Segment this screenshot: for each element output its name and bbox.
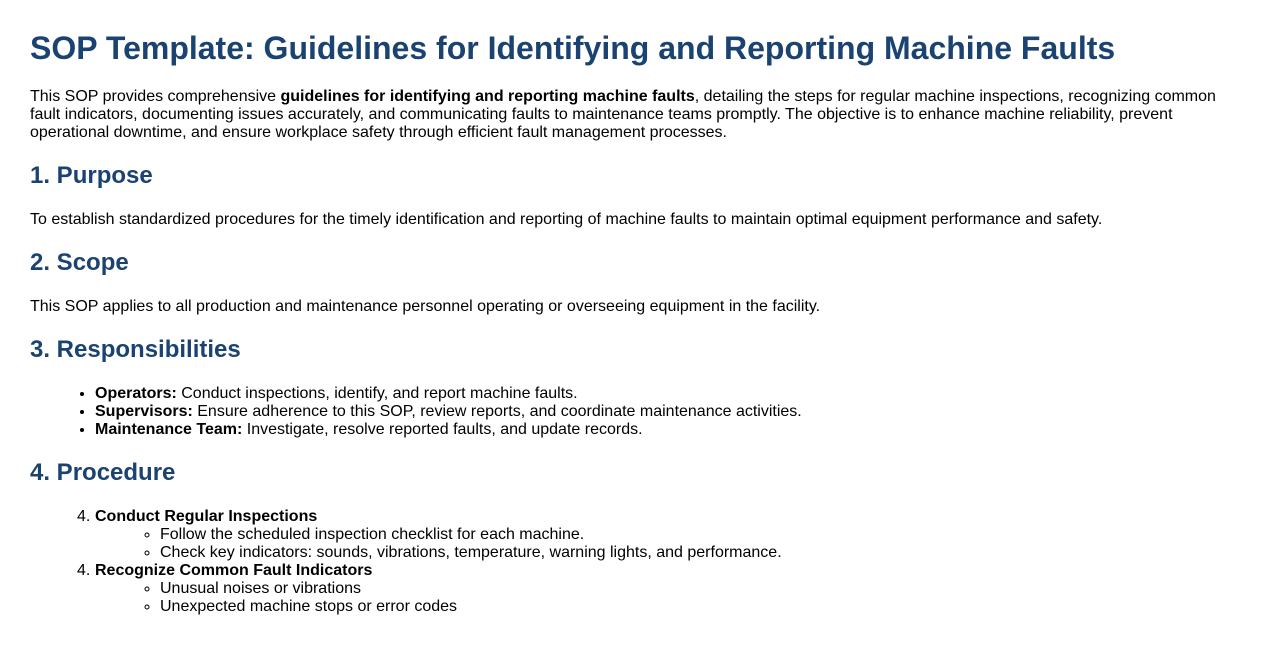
procedure-heading: 4. Procedure — [30, 459, 176, 486]
intro-paragraph — [30, 88, 1230, 142]
scope-heading: 2. Scope — [30, 249, 129, 276]
step-substeps — [95, 580, 1233, 616]
responsibilities-heading: 3. Responsibilities — [30, 336, 241, 363]
list-item: ◦ Check key indicators: sounds, vibrations, temperature, warning lights, and performance. — [160, 544, 1233, 562]
list-item: ◦ Unexpected machine stops or error codes — [160, 598, 1233, 616]
list-item — [95, 385, 1233, 403]
procedure-step — [77, 508, 1233, 562]
role-label: Operators: — [95, 385, 177, 402]
purpose-heading: 1. Purpose — [30, 162, 153, 189]
procedure-step — [77, 562, 1233, 616]
role-description: Conduct inspections, identify, and report machine faults. — [176, 385, 578, 402]
role-label: Supervisors: — [95, 403, 193, 420]
step-substeps — [95, 526, 1233, 562]
role-label: Maintenance Team: — [95, 421, 243, 438]
step-number: 4. — [77, 508, 91, 525]
scope-text: This SOP applies to all production and maintenance personnel operating or overseeing equipment in the facility. — [30, 298, 821, 315]
role-description: Investigate, resolve reported faults, and update records. — [242, 421, 643, 438]
list-item — [95, 403, 1233, 421]
intro-text-start: This SOP provides comprehensive — [30, 88, 281, 105]
page-title: SOP Template: Guidelines for Identifying and Reporting Machine Faults — [30, 30, 1116, 66]
procedure-list — [30, 508, 1233, 616]
intro-text-end: , detailing the steps for regular machine inspections, recognizing common fault indicators, documenting issues accurately, and communicating faults to maintenance teams promptly. The objective is to enhance machine reliability, prevent operational downtime, and ensure workplace safety through efficient fault management processes. — [30, 88, 1216, 141]
responsibilities-list — [30, 385, 1233, 439]
step-number: 4. — [77, 562, 91, 579]
list-item: ◦ Unusual noises or vibrations — [160, 580, 1233, 598]
list-item — [95, 421, 1233, 439]
intro-text-bold: guidelines for identifying and reporting machine faults — [280, 88, 695, 105]
step-title: Recognize Common Fault Indicators — [95, 562, 373, 579]
list-item: ◦ Follow the scheduled inspection checklist for each machine. — [160, 526, 1233, 544]
purpose-text: To establish standardized procedures for the timely identification and reporting of machine faults to maintain optimal equipment performance and safety. — [30, 211, 1103, 228]
role-description: Ensure adherence to this SOP, review reports, and coordinate maintenance activities. — [192, 403, 802, 420]
sop-document — [0, 30, 1263, 616]
step-title: Conduct Regular Inspections — [95, 508, 318, 525]
